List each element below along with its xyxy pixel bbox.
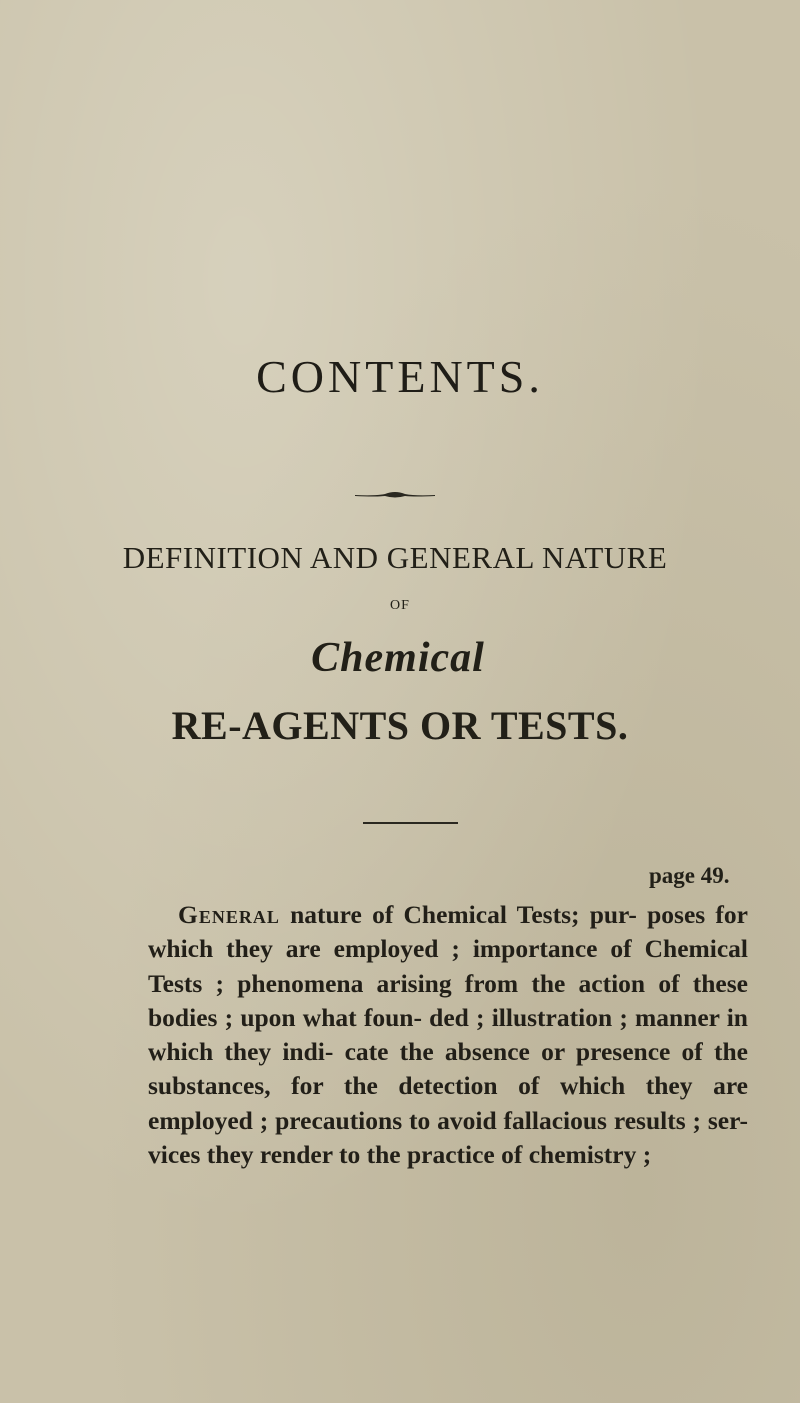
paragraph-lead-word: General [178, 900, 280, 929]
ornament-divider [355, 490, 435, 500]
horizontal-rule [363, 822, 458, 824]
paragraph-text: nature of Chemical Tests; pur- poses for which they are employed ; importance of Chemical Tests ; phenomena arising from the action of these bodies ; upon what foun- ded ; illustration ; manner in which they indi- cate the absence or presence of the substances, for the detection of which they are employed ; precautions to avoid fallacious results ; ser- vices they render to the practice of chemistry ; [148, 900, 748, 1170]
page-reference: page 49. [649, 863, 730, 888]
section-heading-chemical: Chemical [311, 635, 485, 681]
section-heading-reagents: RE-AGENTS OR TESTS. [171, 703, 629, 748]
section-heading-line1: DEFINITION AND GENERAL NATURE [122, 540, 668, 575]
page-title: CONTENTS. [256, 351, 544, 402]
section-heading-of: OF [390, 598, 410, 613]
contents-paragraph [148, 898, 748, 1172]
